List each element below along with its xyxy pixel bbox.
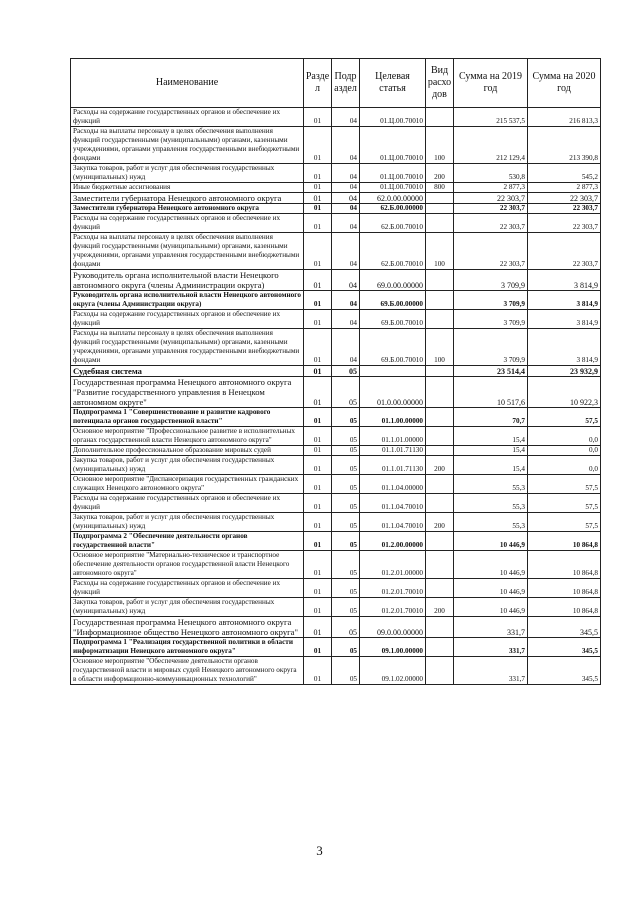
- table-cell-name: Расходы на выплаты персоналу в целях обеспечения выполнения функций государственными (муниципальными) органами, казенными учреждениями, органами управления государственными внебюджетными фондами: [71, 127, 304, 164]
- table-cell-name: Основное мероприятие "Диспансеризация государственных гражданских служащих Ненецкого автономного округа": [71, 475, 304, 494]
- table-cell-sum-2020: 10 864,8: [528, 579, 601, 598]
- table-row: [71, 657, 601, 685]
- table-cell-vid: [426, 475, 454, 494]
- table-header-row: [71, 59, 601, 108]
- table-cell-podrazdel: 04: [332, 329, 360, 366]
- table-row: [71, 366, 601, 377]
- table-cell-sum-2020: 545,2: [528, 164, 601, 183]
- table-cell-target: 01.Ц.00.70010: [360, 164, 426, 183]
- table-cell-podrazdel: 05: [332, 366, 360, 377]
- table-cell-podrazdel: 05: [332, 579, 360, 598]
- table-cell-name: Подпрограмма 1 "Реализация государственной политики в области информатизации Ненецкого автономного округа": [71, 638, 304, 657]
- table-cell-podrazdel: 04: [332, 291, 360, 310]
- table-cell-razdel: 01: [304, 446, 332, 456]
- table-cell-name: Закупка товаров, работ и услуг для обеспечения государственных (муниципальных) нужд: [71, 456, 304, 475]
- table-cell-sum-2019: 22 303,7: [454, 193, 528, 204]
- table-cell-target: 01.1.01.71130: [360, 456, 426, 475]
- table-cell-razdel: 01: [304, 204, 332, 214]
- table-cell-razdel: 01: [304, 617, 332, 638]
- table-cell-sum-2020: 3 814,9: [528, 270, 601, 291]
- table-cell-target: 01.Ц.00.70010: [360, 127, 426, 164]
- table-cell-podrazdel: 04: [332, 127, 360, 164]
- table-row: [71, 494, 601, 513]
- table-cell-sum-2019: 10 446,9: [454, 551, 528, 579]
- table-row: [71, 617, 601, 638]
- table-cell-name: Руководитель органа исполнительной власти Ненецкого автономного округа (члены Администрации округа): [71, 270, 304, 291]
- table-cell-name: Заместители губернатора Ненецкого автономного округа: [71, 204, 304, 214]
- table-cell-razdel: 01: [304, 598, 332, 617]
- table-cell-target: 01.1.04.70010: [360, 513, 426, 532]
- table-cell-vid: [426, 579, 454, 598]
- table-row: [71, 377, 601, 408]
- table-cell-vid: 100: [426, 329, 454, 366]
- table-cell-sum-2020: 345,5: [528, 617, 601, 638]
- table-cell-sum-2020: 0,0: [528, 456, 601, 475]
- table-cell-name: Руководитель органа исполнительной власти Ненецкого автономного округа (члены Администрации округа): [71, 291, 304, 310]
- table-cell-podrazdel: 04: [332, 310, 360, 329]
- table-cell-sum-2019: 15,4: [454, 456, 528, 475]
- table-row: [71, 638, 601, 657]
- table-cell-podrazdel: 05: [332, 456, 360, 475]
- table-cell-vid: [426, 204, 454, 214]
- table-cell-sum-2019: 10 517,6: [454, 377, 528, 408]
- table-row: [71, 532, 601, 551]
- table-cell-vid: [426, 310, 454, 329]
- table-cell-target: 01.2.00.00000: [360, 532, 426, 551]
- table-cell-target: 01.2.01.70010: [360, 598, 426, 617]
- table-cell-vid: 200: [426, 513, 454, 532]
- table-cell-sum-2019: 3 709,9: [454, 329, 528, 366]
- table-cell-razdel: 01: [304, 532, 332, 551]
- table-cell-sum-2020: 57,5: [528, 513, 601, 532]
- table-cell-podrazdel: 05: [332, 475, 360, 494]
- table-cell-podrazdel: 04: [332, 183, 360, 193]
- table-cell-vid: [426, 638, 454, 657]
- table-cell-sum-2020: 345,5: [528, 638, 601, 657]
- table-cell-sum-2020: 0,0: [528, 427, 601, 446]
- table-cell-target: 01.2.01.00000: [360, 551, 426, 579]
- table-cell-sum-2019: 530,8: [454, 164, 528, 183]
- table-cell-vid: [426, 377, 454, 408]
- table-cell-sum-2019: 22 303,7: [454, 214, 528, 233]
- table-cell-target: 69.Б.00.70010: [360, 329, 426, 366]
- table-cell-razdel: 01: [304, 291, 332, 310]
- table-cell-razdel: 01: [304, 551, 332, 579]
- table-cell-razdel: 01: [304, 127, 332, 164]
- table-cell-name: Расходы на содержание государственных органов и обеспечение их функций: [71, 579, 304, 598]
- table-cell-vid: [426, 532, 454, 551]
- table-cell-podrazdel: 04: [332, 233, 360, 270]
- table-cell-name: Основное мероприятие "Профессиональное развитие в исполнительных органах государственной власти Ненецкого автономного округа": [71, 427, 304, 446]
- table-cell-sum-2019: 15,4: [454, 427, 528, 446]
- table-cell-razdel: 01: [304, 377, 332, 408]
- table-cell-vid: [426, 427, 454, 446]
- table-cell-target: 69.0.00.00000: [360, 270, 426, 291]
- table-cell-sum-2019: 10 446,9: [454, 579, 528, 598]
- table-row: [71, 446, 601, 456]
- table-row: [71, 270, 601, 291]
- table-cell-sum-2020: 3 814,9: [528, 329, 601, 366]
- table-cell-target: 01.Ц.00.70010: [360, 108, 426, 127]
- table-cell-name: Расходы на выплаты персоналу в целях обеспечения выполнения функций государственными (муниципальными) органами, казенными учреждениями, органами управления государственными внебюджетными фондами: [71, 329, 304, 366]
- table-cell-sum-2020: 57,5: [528, 494, 601, 513]
- table-cell-podrazdel: 04: [332, 193, 360, 204]
- table-cell-razdel: 01: [304, 475, 332, 494]
- table-cell-target: 09.0.00.00000: [360, 617, 426, 638]
- table-cell-name: Расходы на содержание государственных органов и обеспечение их функций: [71, 310, 304, 329]
- table-cell-podrazdel: 05: [332, 377, 360, 408]
- table-cell-vid: [426, 193, 454, 204]
- header-podrazdel: Подр аздел: [332, 59, 360, 108]
- table-row: [71, 475, 601, 494]
- table-cell-sum-2019: 3 709,9: [454, 310, 528, 329]
- table-cell-target: 01.1.01.71130: [360, 446, 426, 456]
- table-cell-target: 69.Б.00.00000: [360, 291, 426, 310]
- table-cell-sum-2020: 10 864,8: [528, 532, 601, 551]
- table-cell-razdel: 01: [304, 579, 332, 598]
- table-cell-sum-2020: 57,5: [528, 408, 601, 427]
- table-row: [71, 329, 601, 366]
- table-cell-razdel: 01: [304, 513, 332, 532]
- table-row: [71, 456, 601, 475]
- table-cell-razdel: 01: [304, 366, 332, 377]
- table-cell-sum-2019: 331,7: [454, 657, 528, 685]
- table-row: [71, 408, 601, 427]
- table-cell-sum-2019: 212 129,4: [454, 127, 528, 164]
- table-cell-sum-2020: 3 814,9: [528, 310, 601, 329]
- table-cell-sum-2020: 213 390,8: [528, 127, 601, 164]
- table-cell-name: Государственная программа Ненецкого автономного округа "Развитие государственного управления в Ненецком автономном округе": [71, 377, 304, 408]
- header-razdel: Разде л: [304, 59, 332, 108]
- table-cell-name: Государственная программа Ненецкого автономного округа "Информационное общество Ненецкого автономного округа": [71, 617, 304, 638]
- table-cell-sum-2019: 215 537,5: [454, 108, 528, 127]
- table-cell-target: 09.1.02.00000: [360, 657, 426, 685]
- table-cell-sum-2020: 23 932,9: [528, 366, 601, 377]
- table-row: [71, 193, 601, 204]
- table-cell-razdel: 01: [304, 183, 332, 193]
- table-cell-podrazdel: 05: [332, 513, 360, 532]
- table-cell-sum-2020: 216 813,3: [528, 108, 601, 127]
- table-row: [71, 204, 601, 214]
- table-cell-podrazdel: 05: [332, 617, 360, 638]
- table-cell-name: Расходы на выплаты персоналу в целях обеспечения выполнения функций государственными (муниципальными) органами, казенными учреждениями, органами управления государственными внебюджетными фондами: [71, 233, 304, 270]
- table-cell-vid: 200: [426, 164, 454, 183]
- table-cell-sum-2020: 57,5: [528, 475, 601, 494]
- table-cell-sum-2019: 3 709,9: [454, 270, 528, 291]
- table-cell-razdel: 01: [304, 494, 332, 513]
- table-cell-vid: [426, 408, 454, 427]
- table-cell-target: 01.1.04.00000: [360, 475, 426, 494]
- header-sum-2019: Сумма на 2019 год: [454, 59, 528, 108]
- table-cell-name: Подпрограмма 2 "Обеспечение деятельности органов государственной власти": [71, 532, 304, 551]
- table-cell-name: Закупка товаров, работ и услуг для обеспечения государственных (муниципальных) нужд: [71, 513, 304, 532]
- table-cell-target: 69.Б.00.70010: [360, 310, 426, 329]
- table-cell-target: 62.Б.00.00000: [360, 204, 426, 214]
- table-cell-name: Подпрограмма 1 "Совершенствование и развитие кадрового потенциала органов государственной власти": [71, 408, 304, 427]
- table-row: [71, 551, 601, 579]
- table-cell-sum-2020: 0,0: [528, 446, 601, 456]
- table-cell-sum-2020: 22 303,7: [528, 233, 601, 270]
- header-name: Наименование: [71, 59, 304, 108]
- table-cell-sum-2019: 22 303,7: [454, 204, 528, 214]
- table-row: [71, 214, 601, 233]
- table-cell-vid: 200: [426, 456, 454, 475]
- table-cell-razdel: 01: [304, 408, 332, 427]
- table-cell-name: Закупка товаров, работ и услуг для обеспечения государственных (муниципальных) нужд: [71, 598, 304, 617]
- table-cell-sum-2019: 55,3: [454, 494, 528, 513]
- table-cell-sum-2020: 2 877,3: [528, 183, 601, 193]
- table-cell-razdel: 01: [304, 164, 332, 183]
- table-cell-target: 62.Б.00.70010: [360, 214, 426, 233]
- table-row: [71, 233, 601, 270]
- table-cell-vid: [426, 366, 454, 377]
- table-cell-name: Расходы на содержание государственных органов и обеспечение их функций: [71, 214, 304, 233]
- table-cell-podrazdel: 05: [332, 532, 360, 551]
- table-cell-razdel: 01: [304, 456, 332, 475]
- table-cell-podrazdel: 04: [332, 164, 360, 183]
- table-cell-sum-2019: 23 514,4: [454, 366, 528, 377]
- table-cell-vid: 200: [426, 598, 454, 617]
- table-cell-podrazdel: 05: [332, 427, 360, 446]
- table-cell-name: Закупка товаров, работ и услуг для обеспечения государственных (муниципальных) нужд: [71, 164, 304, 183]
- table-cell-name: Дополнительное профессиональное образование мировых судей: [71, 446, 304, 456]
- table-cell-target: 62.0.00.00000: [360, 193, 426, 204]
- table-row: [71, 427, 601, 446]
- table-cell-razdel: 01: [304, 270, 332, 291]
- table-row: [71, 108, 601, 127]
- table-cell-sum-2019: 15,4: [454, 446, 528, 456]
- table-cell-target: 01.1.04.70010: [360, 494, 426, 513]
- table-body: [71, 108, 601, 685]
- table-row: [71, 513, 601, 532]
- table-cell-target: 62.Б.00.70010: [360, 233, 426, 270]
- table-cell-name: Основное мероприятие "Обеспечение деятельности органов государственной власти и мировых судей Ненецкого автономного округа в области информационно-коммуникационных технологий": [71, 657, 304, 685]
- table-cell-name: Расходы на содержание государственных органов и обеспечение их функций: [71, 494, 304, 513]
- page-number: 3: [316, 843, 323, 858]
- table-cell-target: 01.2.01.70010: [360, 579, 426, 598]
- table-cell-name: Расходы на содержание государственных органов и обеспечение их функций: [71, 108, 304, 127]
- table-cell-target: 01.1.00.00000: [360, 408, 426, 427]
- table-cell-name: Основное мероприятие "Материально-техническое и транспортное обеспечение деятельности органов государственной власти Ненецкого автономного округа": [71, 551, 304, 579]
- table-cell-podrazdel: 04: [332, 108, 360, 127]
- table-cell-target: 01.1.01.00000: [360, 427, 426, 446]
- table-cell-sum-2020: 345,5: [528, 657, 601, 685]
- table-cell-sum-2020: 10 922,3: [528, 377, 601, 408]
- table-cell-sum-2019: 10 446,9: [454, 532, 528, 551]
- table-cell-sum-2020: 3 814,9: [528, 291, 601, 310]
- table-cell-sum-2019: 70,7: [454, 408, 528, 427]
- table-cell-sum-2020: 10 864,8: [528, 551, 601, 579]
- table-row: [71, 164, 601, 183]
- table-cell-vid: [426, 551, 454, 579]
- table-cell-sum-2019: 331,7: [454, 638, 528, 657]
- table-row: [71, 579, 601, 598]
- table-cell-vid: [426, 617, 454, 638]
- header-sum-2020: Сумма на 2020 год: [528, 59, 601, 108]
- table-cell-sum-2019: 55,3: [454, 513, 528, 532]
- table-cell-podrazdel: 05: [332, 657, 360, 685]
- table-cell-podrazdel: 05: [332, 408, 360, 427]
- table-cell-vid: [426, 494, 454, 513]
- table-cell-podrazdel: 04: [332, 214, 360, 233]
- table-cell-sum-2019: 55,3: [454, 475, 528, 494]
- header-vid: Вид расхо дов: [426, 59, 454, 108]
- table-cell-podrazdel: 04: [332, 204, 360, 214]
- table-cell-target: 01.0.00.00000: [360, 377, 426, 408]
- table-cell-name: Иные бюджетные ассигнования: [71, 183, 304, 193]
- table-cell-podrazdel: 05: [332, 494, 360, 513]
- table-cell-razdel: 01: [304, 214, 332, 233]
- table-cell-target: 09.1.00.00000: [360, 638, 426, 657]
- table-cell-sum-2020: 10 864,8: [528, 598, 601, 617]
- table-cell-vid: 100: [426, 127, 454, 164]
- header-target: Целевая статья: [360, 59, 426, 108]
- table-cell-razdel: 01: [304, 193, 332, 204]
- table-cell-vid: [426, 291, 454, 310]
- table-cell-target: 01.Ц.00.70010: [360, 183, 426, 193]
- table-cell-razdel: 01: [304, 233, 332, 270]
- table-cell-sum-2020: 22 303,7: [528, 204, 601, 214]
- table-cell-vid: [426, 270, 454, 291]
- table-cell-name: Судебная система: [71, 366, 304, 377]
- table-cell-razdel: 01: [304, 427, 332, 446]
- budget-table: [70, 58, 601, 685]
- table-cell-sum-2019: 331,7: [454, 617, 528, 638]
- table-cell-razdel: 01: [304, 108, 332, 127]
- table-cell-vid: [426, 657, 454, 685]
- table-cell-razdel: 01: [304, 638, 332, 657]
- table-cell-vid: [426, 446, 454, 456]
- table-cell-vid: 800: [426, 183, 454, 193]
- table-cell-sum-2019: 2 877,3: [454, 183, 528, 193]
- table-row: [71, 183, 601, 193]
- table-cell-sum-2020: 22 303,7: [528, 214, 601, 233]
- table-cell-vid: 100: [426, 233, 454, 270]
- table-cell-sum-2019: 10 446,9: [454, 598, 528, 617]
- table-cell-sum-2019: 22 303,7: [454, 233, 528, 270]
- table-cell-name: Заместители губернатора Ненецкого автономного округа: [71, 193, 304, 204]
- table-cell-razdel: 01: [304, 657, 332, 685]
- table-cell-podrazdel: 05: [332, 446, 360, 456]
- table-row: [71, 127, 601, 164]
- table-cell-podrazdel: 04: [332, 270, 360, 291]
- table-cell-podrazdel: 05: [332, 551, 360, 579]
- table-row: [71, 291, 601, 310]
- table-cell-vid: [426, 108, 454, 127]
- table-cell-razdel: 01: [304, 310, 332, 329]
- table-cell-sum-2019: 3 709,9: [454, 291, 528, 310]
- table-cell-sum-2020: 22 303,7: [528, 193, 601, 204]
- table-cell-razdel: 01: [304, 329, 332, 366]
- table-cell-target: [360, 366, 426, 377]
- table-row: [71, 310, 601, 329]
- table-row: [71, 598, 601, 617]
- table-cell-vid: [426, 214, 454, 233]
- table-cell-podrazdel: 05: [332, 638, 360, 657]
- table-cell-podrazdel: 05: [332, 598, 360, 617]
